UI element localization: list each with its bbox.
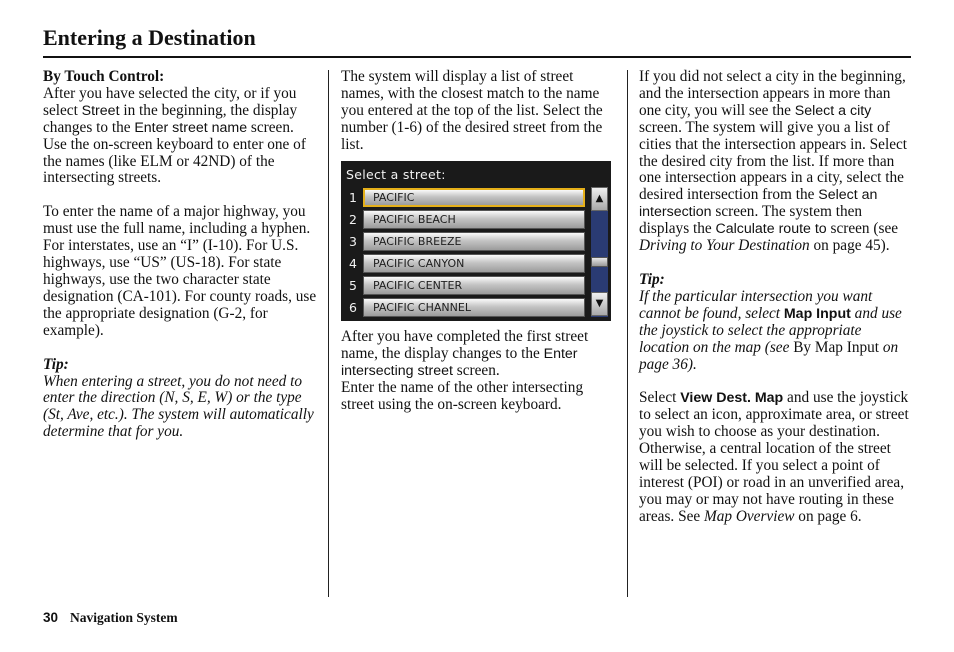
col3-text: on page 45).	[809, 237, 890, 255]
street-option-button[interactable]: PACIFIC BREEZE	[363, 232, 585, 251]
page-reference: By Map Input	[793, 338, 880, 356]
column-1	[43, 69, 318, 441]
title-rule	[43, 56, 911, 58]
row-number: 3	[349, 234, 357, 249]
column-divider	[328, 70, 329, 597]
col2-text: After you have completed the first street name, the display changes to the	[341, 328, 589, 362]
tip-text: and use the joystick to select the appropriate location on the map (see	[639, 304, 902, 356]
calculate-route-ref: Calculate route to	[715, 221, 827, 238]
tip-text: When entering a street, you do not need to enter the direction (N, S, E, W) or the type (St, Ave, etc.). The system will automatically determine that for you.	[43, 372, 314, 441]
enter-street-name-ref: Enter street name	[134, 119, 248, 136]
col3-text: screen (see	[826, 220, 899, 238]
page-reference: Driving to Your Destination	[639, 237, 810, 255]
col3-text: on page 6.	[794, 507, 862, 525]
street-row[interactable]	[341, 297, 587, 319]
page-number: 30	[43, 610, 59, 625]
street-option-button[interactable]: PACIFIC	[363, 188, 585, 207]
col2-text: screen.	[452, 361, 500, 379]
map-input-ref: Map Input	[783, 305, 851, 322]
tip-label: Tip:	[639, 270, 665, 288]
col2-text: Enter the name of the other intersecting street using the on-screen keyboard.	[341, 378, 584, 413]
tip-label: Tip:	[43, 355, 69, 373]
tip-text: If the particular intersection you want cannot be found, select	[639, 287, 873, 322]
col1-text: After you have selected the city, or if you select	[43, 84, 297, 119]
col3-text: Select	[639, 389, 681, 407]
street-row[interactable]	[341, 275, 587, 297]
row-number: 1	[349, 190, 357, 205]
footer-section: Navigation System	[70, 610, 178, 625]
column-divider	[627, 70, 628, 597]
street-row[interactable]	[341, 209, 587, 231]
street-button-ref: Street	[81, 102, 120, 119]
col3-text: screen. The system will give you a list of cities that the intersection appears in. Select the desired city from the list. If more than one intersection appears in a city, select the desired intersection from the	[639, 118, 908, 204]
select-an-intersection-ref: Select an intersection	[639, 187, 878, 221]
row-number: 4	[349, 256, 357, 271]
street-option-button[interactable]: PACIFIC CHANNEL	[363, 298, 585, 317]
row-number: 2	[349, 212, 357, 227]
scroll-down-button[interactable]: ▼	[591, 292, 608, 316]
street-row[interactable]	[341, 253, 587, 275]
view-dest-map-ref: View Dest. Map	[680, 390, 784, 407]
col3-text: and use the joystick to select an icon, approximate area, or street you wish to choose as your destination. Otherwise, a central location of the street will be selected. If you select a point of interest (POI) or road in an unverified area, you may or may not have routing in these areas. See	[639, 389, 909, 525]
highway-paragraph: To enter the name of a major highway, you must use the full name, including a hyphen. For interstates, use an “I” (I-10). For U.S. highways, use “US” (US-18). For state highways, use the two character state designation (CA-101). For county roads, use the appropriate designation (G-2, for example).	[43, 203, 317, 339]
column-2	[341, 69, 616, 154]
col3-text: If you did not select a city in the beginning, and the intersection appears in more than one city, you will see the	[639, 68, 906, 119]
street-option-button[interactable]: PACIFIC CENTER	[363, 276, 585, 295]
street-row[interactable]	[341, 231, 587, 253]
column-2-lower	[341, 329, 616, 414]
column-3	[639, 69, 911, 526]
col1-text: screen. Use the on-screen keyboard to enter one of the names (like ELM or 42ND) of the intersecting streets.	[43, 118, 306, 187]
scrollbar-thumb[interactable]	[591, 257, 608, 267]
screen-title: Select a street:	[346, 167, 446, 182]
row-number: 5	[349, 278, 357, 293]
street-row[interactable]	[341, 187, 587, 209]
street-option-button[interactable]: PACIFIC CANYON	[363, 254, 585, 273]
select-a-city-ref: Select a city	[794, 102, 872, 119]
scroll-up-button[interactable]: ▲	[591, 187, 608, 211]
select-street-screen	[341, 161, 611, 321]
col3-text: screen. The system then displays the	[639, 203, 863, 238]
col1-text: in the beginning, the display changes to the	[43, 101, 298, 136]
street-option-button[interactable]: PACIFIC BEACH	[363, 210, 585, 229]
page-title: Entering a Destination	[43, 25, 256, 50]
row-number: 6	[349, 300, 357, 315]
page-footer	[43, 610, 178, 626]
tip-text: on page 36).	[639, 338, 899, 373]
col2-paragraph-1: The system will display a list of street names, with the closest match to the name you entered at the top of the list. Select the number (1-6) of the desired street from the list.	[341, 68, 603, 153]
enter-intersecting-street-ref: Enter intersecting street	[341, 345, 578, 379]
page-reference: Map Overview	[703, 507, 795, 525]
section-heading: By Touch Control:	[43, 68, 165, 85]
